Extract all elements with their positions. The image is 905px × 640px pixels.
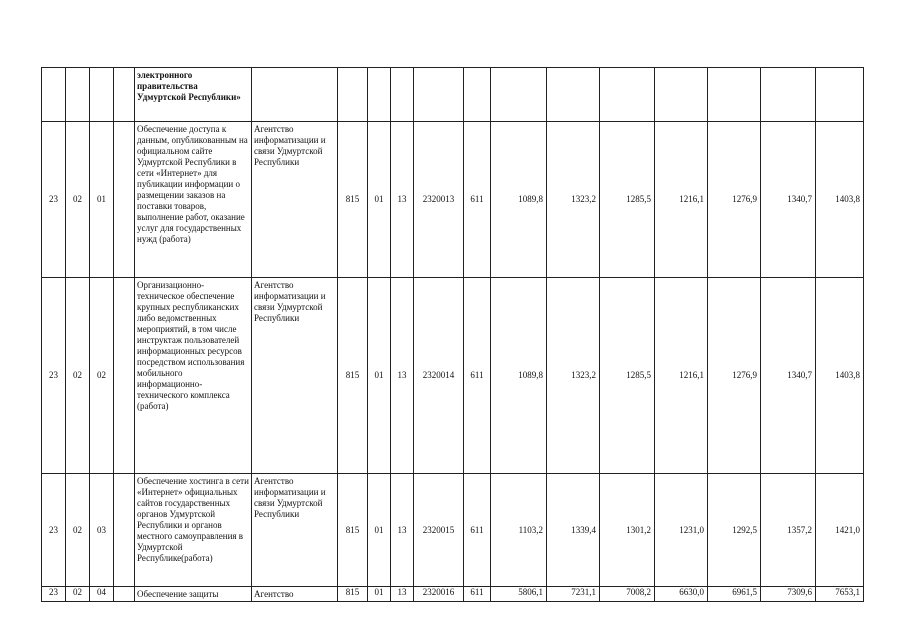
value-cell: 1340,7 bbox=[761, 278, 816, 474]
section-cell: 01 bbox=[368, 587, 391, 602]
blank-cell bbox=[114, 68, 135, 122]
description-cell: Обеспечение хостинга в сети «Интернет» официальных сайтов государственных органов Удмуртской Республики и органов местного самоуправления в Удмуртской Республике(работа) bbox=[135, 474, 252, 587]
subprogram-code-cell: 02 bbox=[66, 278, 90, 474]
event-code-cell: 04 bbox=[90, 587, 114, 602]
target-cell bbox=[414, 68, 464, 122]
table-row bbox=[42, 278, 864, 474]
subprogram-code-cell: 02 bbox=[66, 587, 90, 602]
table-row bbox=[42, 122, 864, 278]
blank-cell bbox=[114, 474, 135, 587]
program-code-cell: 23 bbox=[42, 278, 66, 474]
value-cell bbox=[491, 68, 547, 122]
table-row bbox=[42, 68, 864, 122]
program-code-cell bbox=[42, 68, 66, 122]
event-code-cell bbox=[90, 68, 114, 122]
description-cell: Обеспечение защиты bbox=[135, 587, 252, 602]
event-code-cell: 02 bbox=[90, 278, 114, 474]
type-cell: 611 bbox=[464, 122, 491, 278]
value-cell: 1231,0 bbox=[655, 474, 708, 587]
event-code-cell: 01 bbox=[90, 122, 114, 278]
value-cell: 1216,1 bbox=[655, 278, 708, 474]
value-cell: 1323,2 bbox=[547, 278, 600, 474]
program-code-cell: 23 bbox=[42, 587, 66, 602]
value-cell bbox=[761, 68, 816, 122]
code-cell bbox=[338, 68, 368, 122]
blank-cell bbox=[114, 278, 135, 474]
value-cell: 1276,9 bbox=[708, 122, 761, 278]
value-cell: 1421,0 bbox=[816, 474, 864, 587]
program-code-cell: 23 bbox=[42, 122, 66, 278]
value-cell bbox=[655, 68, 708, 122]
agency-cell: Агентство информатизации и связи Удмуртской Республики bbox=[252, 474, 338, 587]
section-cell: 01 bbox=[368, 278, 391, 474]
subprogram-code-cell: 02 bbox=[66, 474, 90, 587]
value-cell: 1276,9 bbox=[708, 278, 761, 474]
table-row bbox=[42, 587, 864, 602]
value-cell: 1403,8 bbox=[816, 278, 864, 474]
target-cell: 2320013 bbox=[414, 122, 464, 278]
value-cell: 1323,2 bbox=[547, 122, 600, 278]
value-cell: 6961,5 bbox=[708, 587, 761, 602]
value-cell: 1357,2 bbox=[761, 474, 816, 587]
agency-cell: Агентство информатизации и связи Удмуртской Республики bbox=[252, 122, 338, 278]
value-cell: 1285,5 bbox=[600, 122, 655, 278]
table-row bbox=[42, 474, 864, 587]
blank-cell bbox=[114, 587, 135, 602]
program-code-cell: 23 bbox=[42, 474, 66, 587]
value-cell bbox=[600, 68, 655, 122]
type-cell: 611 bbox=[464, 278, 491, 474]
subsection-cell: 13 bbox=[391, 474, 414, 587]
value-cell: 7008,2 bbox=[600, 587, 655, 602]
agency-cell: Агентство информатизации и связи Удмуртской Республики bbox=[252, 278, 338, 474]
section-cell bbox=[368, 68, 391, 122]
value-cell: 1285,5 bbox=[600, 278, 655, 474]
value-cell: 1089,8 bbox=[491, 278, 547, 474]
description-cell: Обеспечение доступа к данным, опубликованным на официальном сайте Удмуртской Республики в сети «Интернет» для публикации информации о размещении заказов на поставки товаров, выполнение работ, оказание услуг для государственных нужд (работа) bbox=[135, 122, 252, 278]
value-cell: 1089,8 bbox=[491, 122, 547, 278]
target-cell: 2320016 bbox=[414, 587, 464, 602]
target-cell: 2320015 bbox=[414, 474, 464, 587]
subsection-cell: 13 bbox=[391, 278, 414, 474]
target-cell: 2320014 bbox=[414, 278, 464, 474]
section-cell: 01 bbox=[368, 122, 391, 278]
value-cell: 1340,7 bbox=[761, 122, 816, 278]
subsection-cell: 13 bbox=[391, 122, 414, 278]
subprogram-code-cell bbox=[66, 68, 90, 122]
subprogram-code-cell: 02 bbox=[66, 122, 90, 278]
value-cell bbox=[547, 68, 600, 122]
value-cell: 1403,8 bbox=[816, 122, 864, 278]
value-cell: 7653,1 bbox=[816, 587, 864, 602]
value-cell: 7309,6 bbox=[761, 587, 816, 602]
value-cell: 1216,1 bbox=[655, 122, 708, 278]
agency-cell: Агентство bbox=[252, 587, 338, 602]
blank-cell bbox=[114, 122, 135, 278]
value-cell: 6630,0 bbox=[655, 587, 708, 602]
description-cell: электронного правительства Удмуртской Республики» bbox=[135, 68, 252, 122]
code-cell: 815 bbox=[338, 587, 368, 602]
subsection-cell: 13 bbox=[391, 587, 414, 602]
code-cell: 815 bbox=[338, 122, 368, 278]
value-cell: 7231,1 bbox=[547, 587, 600, 602]
value-cell: 1103,2 bbox=[491, 474, 547, 587]
value-cell: 5806,1 bbox=[491, 587, 547, 602]
type-cell: 611 bbox=[464, 474, 491, 587]
agency-cell bbox=[252, 68, 338, 122]
value-cell bbox=[708, 68, 761, 122]
event-code-cell: 03 bbox=[90, 474, 114, 587]
code-cell: 815 bbox=[338, 474, 368, 587]
value-cell: 1339,4 bbox=[547, 474, 600, 587]
type-cell bbox=[464, 68, 491, 122]
section-cell: 01 bbox=[368, 474, 391, 587]
value-cell: 1292,5 bbox=[708, 474, 761, 587]
value-cell bbox=[816, 68, 864, 122]
description-cell: Организационно-техническое обеспечение крупных республиканских либо ведомственных мероприятий, в том числе инструктаж пользователей информационных ресурсов посредством использования мобильного информационно-технического комплекса (работа) bbox=[135, 278, 252, 474]
value-cell: 1301,2 bbox=[600, 474, 655, 587]
budget-table bbox=[41, 67, 864, 602]
code-cell: 815 bbox=[338, 278, 368, 474]
type-cell: 611 bbox=[464, 587, 491, 602]
subsection-cell bbox=[391, 68, 414, 122]
